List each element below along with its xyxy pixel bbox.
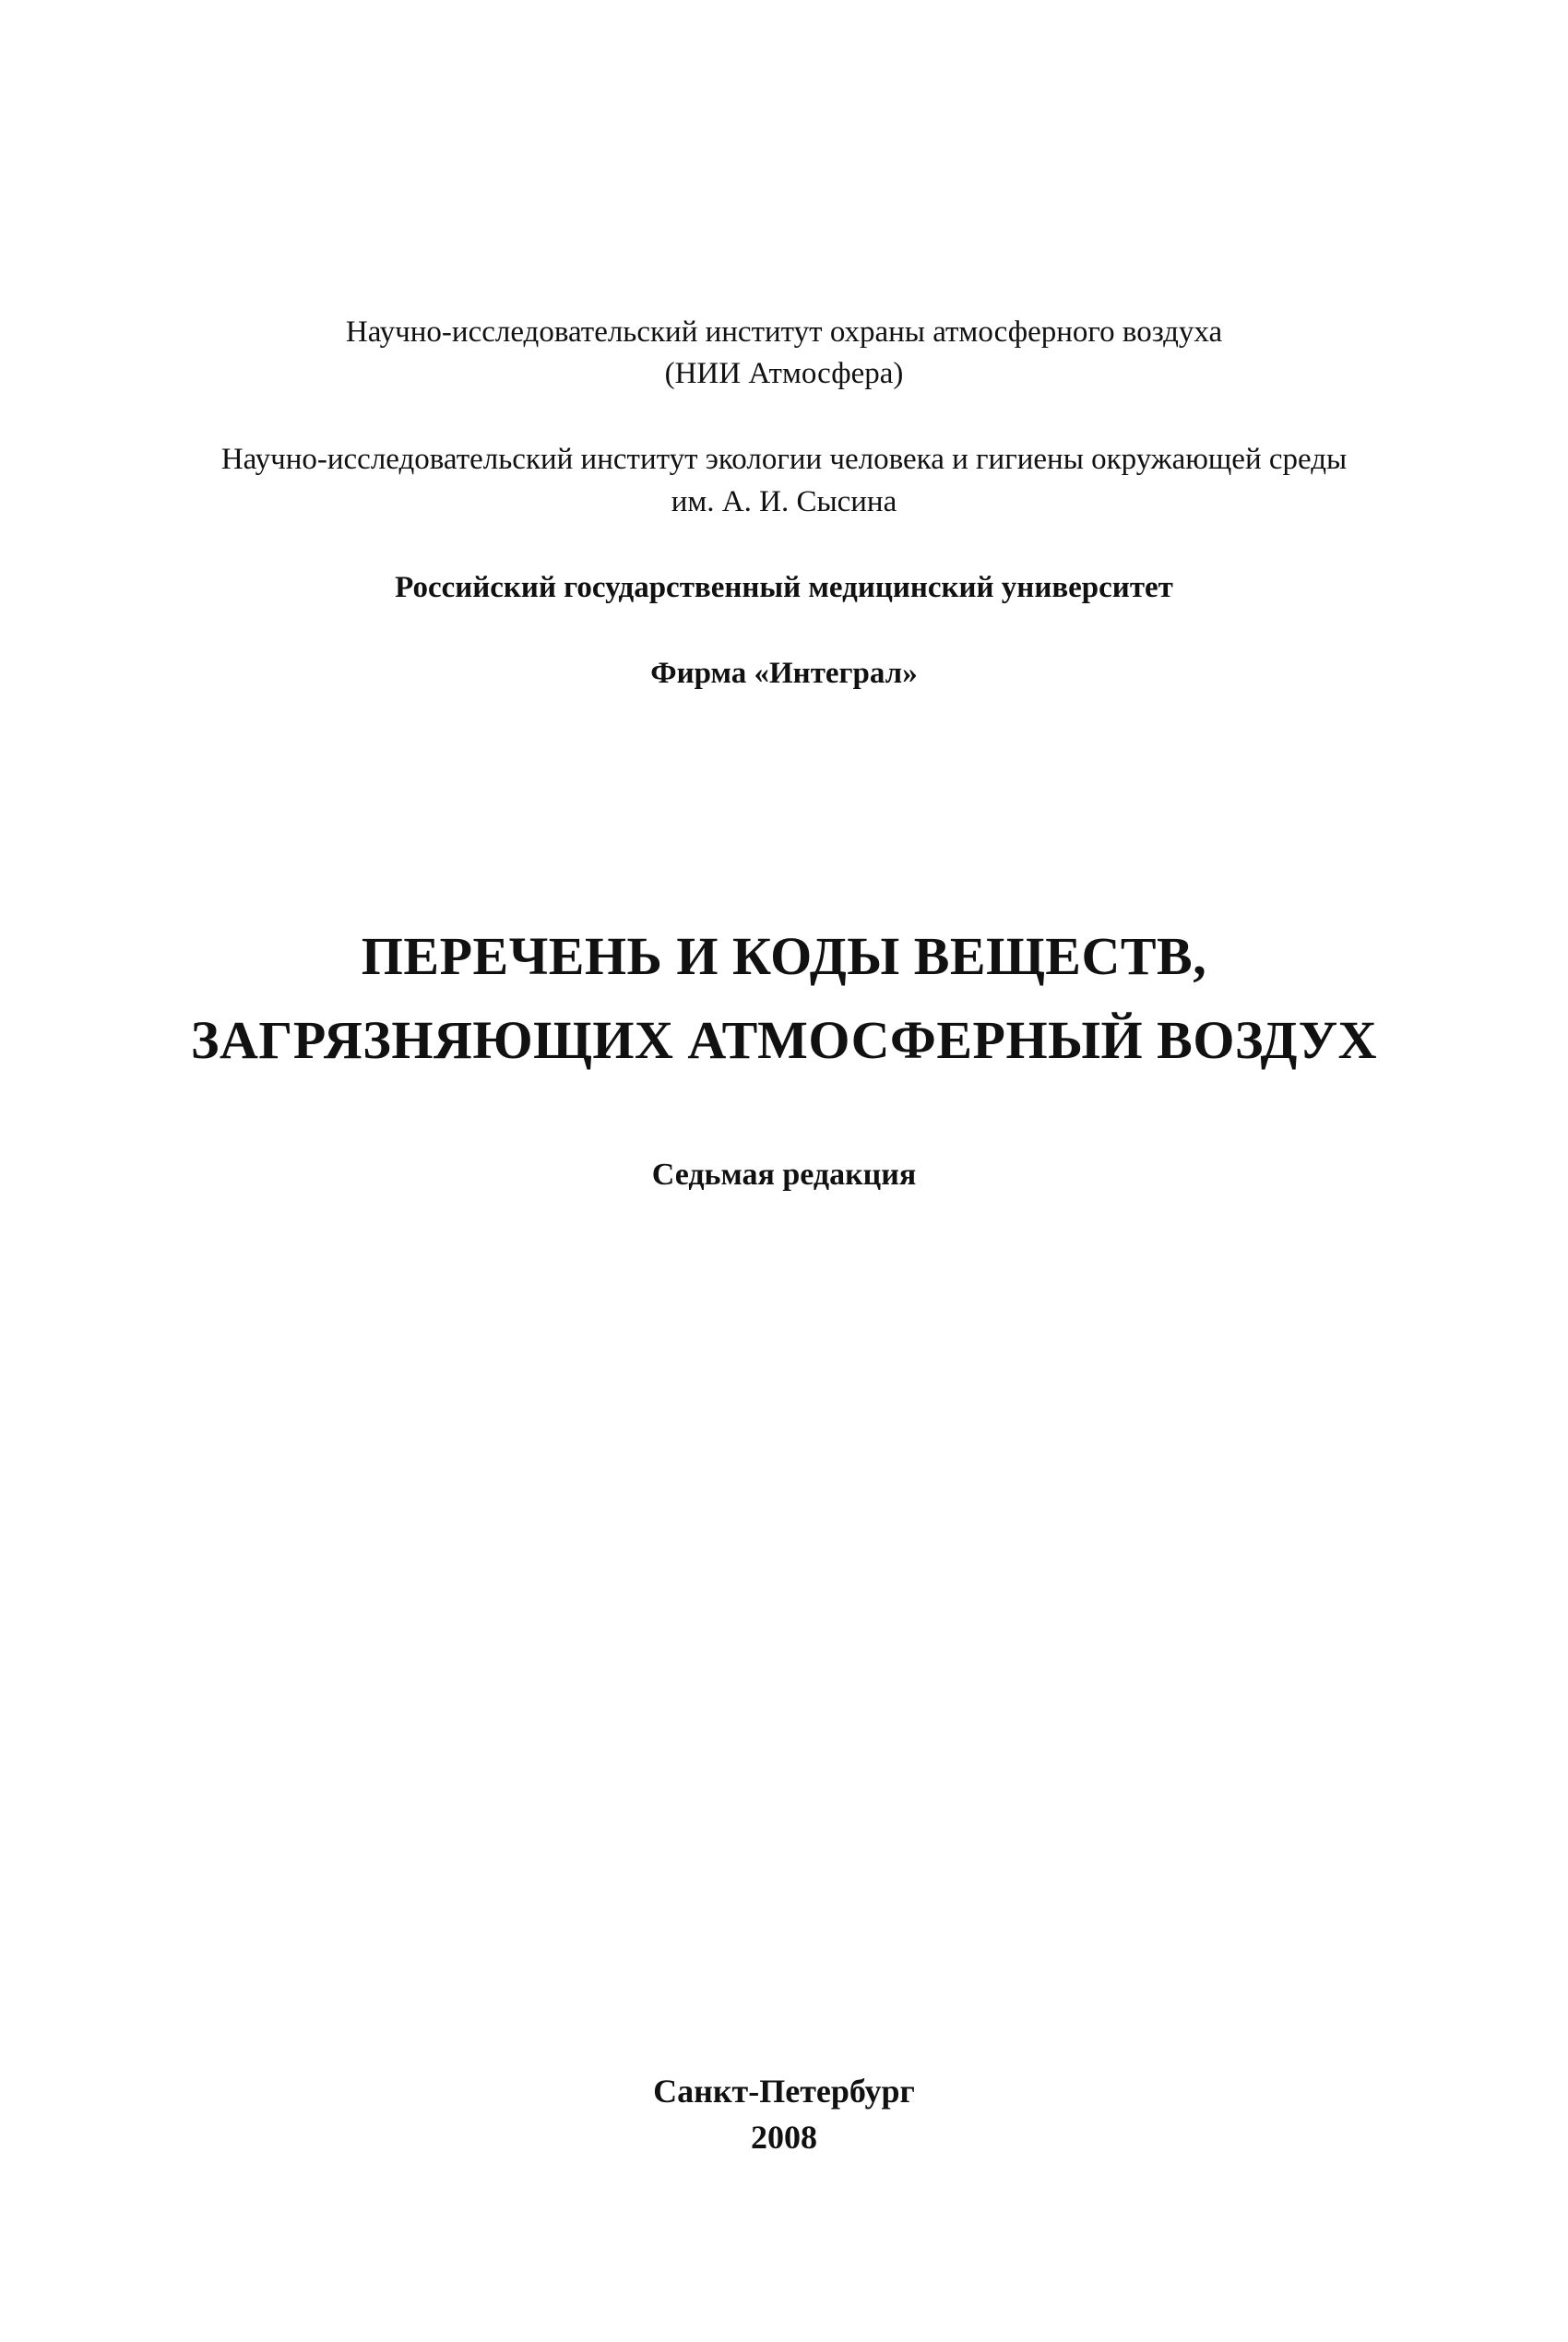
org-integral-firm: Фирма «Интеграл» bbox=[650, 657, 918, 690]
org-medical-university: Российский государственный медицинский университет bbox=[395, 571, 1173, 604]
document-title-line-1: ПЕРЕЧЕНЬ И КОДЫ ВЕЩЕСТВ, bbox=[361, 926, 1207, 986]
edition-label: Седьмая редакция bbox=[651, 1158, 917, 1192]
imprint-year: 2008 bbox=[751, 2119, 817, 2156]
org-ecology-institute-patron: им. А. И. Сысина bbox=[671, 485, 897, 518]
org-ecology-institute-name: Научно-исследовательский институт экологии человека и гигиены окружающей среды bbox=[220, 443, 1348, 476]
org-niiatmosfera-name: Научно-исследовательский институт охраны атмосферного воздуха bbox=[345, 315, 1223, 349]
org-niiatmosfera-abbr: (НИИ Атмосфера) bbox=[664, 357, 904, 390]
imprint-city: Санкт-Петербург bbox=[653, 2073, 915, 2110]
document-title-line-2: ЗАГРЯЗНЯЮЩИХ АТМОСФЕРНЫЙ ВОЗДУХ bbox=[190, 1010, 1378, 1070]
